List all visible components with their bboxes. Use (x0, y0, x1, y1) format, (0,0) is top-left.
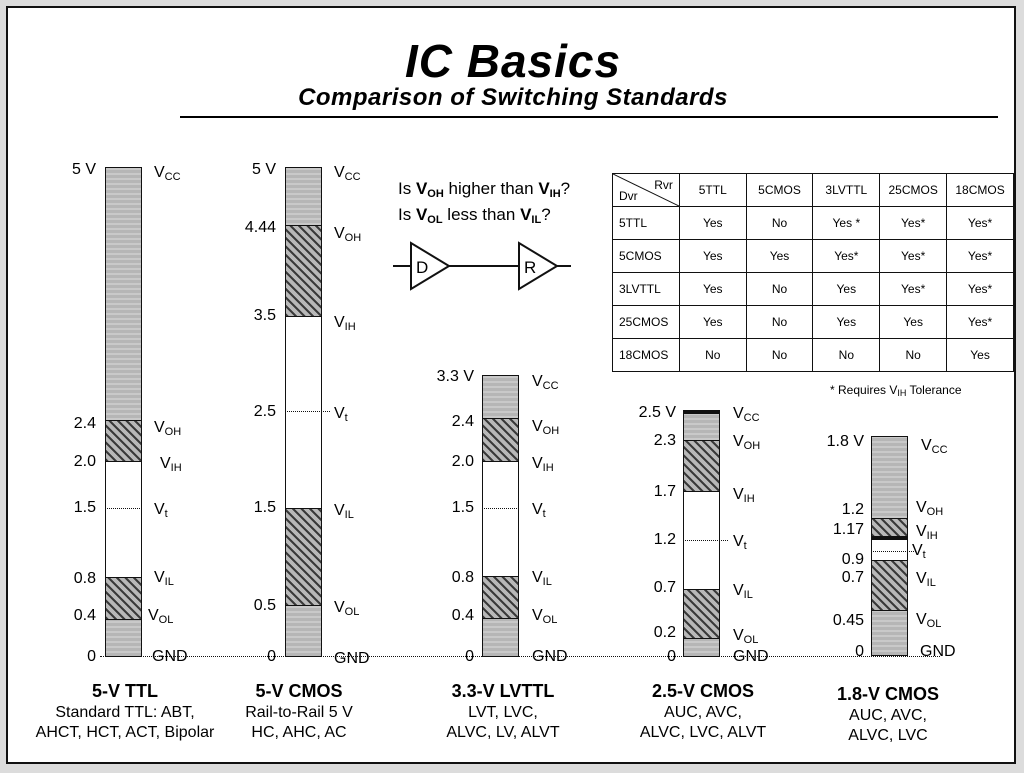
bar-5v-cmos (285, 167, 322, 657)
table-row (613, 273, 1014, 306)
row-header: 5TTL (613, 207, 680, 240)
zone-vol-gnd (684, 639, 719, 657)
level-vil-value: 0.8 (451, 569, 474, 586)
level-gnd-value: 0 (855, 643, 864, 660)
driver-receiver-diagram (391, 233, 581, 293)
table-cell: No (746, 273, 813, 306)
family-desc-line: HC, AHC, AC (251, 724, 347, 741)
level-vol-symbol: $V_{OL}$ (916, 611, 942, 630)
family-5v-ttl (14, 681, 236, 743)
level-voh-value: 2.4 (451, 413, 474, 430)
table-cell: No (679, 339, 746, 372)
table-row (613, 306, 1014, 339)
level-vt-value: 1.2 (653, 531, 676, 548)
level-vt-symbol: $V_t$ (154, 501, 168, 520)
level-vih-symbol: $V_{IH}$ (334, 314, 356, 333)
level-voh-symbol: $V_{OH}$ (532, 418, 560, 437)
column-header: 25CMOS (880, 174, 947, 207)
level-vcc-value: 3.3 V (436, 368, 474, 385)
level-vih-value: 2.0 (73, 453, 96, 470)
level-vil-symbol: $V_{IL}$ (916, 570, 936, 589)
column-header: 18CMOS (947, 174, 1014, 207)
table-cell: Yes* (947, 240, 1014, 273)
level-vih-value: 3.5 (253, 307, 276, 324)
zone-vcc-voh (106, 168, 141, 420)
compatibility-question (398, 176, 570, 228)
level-vil-value: 0.7 (653, 579, 676, 596)
family-desc-line: AUC, AVC, (664, 704, 742, 721)
bar-1v8-cmos (871, 436, 908, 656)
page-subtitle: Comparison of Switching Standards (298, 84, 728, 111)
level-voh-value: 2.4 (73, 415, 96, 432)
row-header: 25CMOS (613, 306, 680, 339)
zone-vol-gnd (872, 611, 907, 656)
level-vol-value: 0.5 (253, 597, 276, 614)
bar-2v5-cmos (683, 410, 720, 657)
level-vol-symbol: $V_{OL}$ (334, 599, 360, 618)
family-desc-line: AUC, AVC, (849, 707, 927, 724)
family-desc-line: Standard TTL: ABT, (55, 704, 195, 721)
zone-vil-vol (483, 576, 518, 619)
family-2v5-cmos (613, 681, 793, 743)
table-cell: No (746, 207, 813, 240)
level-voh-value: 2.3 (653, 432, 676, 449)
question-line-2: Is $V_{OL}$ less than $V_{IL}$? (398, 205, 551, 226)
vt-line (285, 411, 330, 412)
family-desc-line: Rail-to-Rail 5 V (245, 704, 353, 721)
table-cell: Yes (813, 273, 880, 306)
row-header: 5CMOS (613, 240, 680, 273)
row-header: 18CMOS (613, 339, 680, 372)
driver-label: D (416, 258, 429, 277)
level-voh-symbol: $V_{OH}$ (916, 499, 944, 518)
level-vt-symbol: $V_t$ (733, 533, 747, 552)
level-voh-value: 1.2 (841, 501, 864, 518)
level-vcc-value: 2.5 V (638, 404, 676, 421)
gnd-label: GND (920, 643, 956, 660)
table-row (613, 240, 1014, 273)
level-vt-symbol: $V_t$ (912, 542, 926, 561)
zone-vil-vol (286, 508, 321, 606)
slide (6, 6, 1016, 764)
table-row (613, 207, 1014, 240)
level-vcc-symbol: $V_{CC}$ (154, 164, 181, 183)
level-vol-value: 0.45 (832, 612, 864, 629)
level-vol-value: 0.4 (451, 607, 474, 624)
family-desc-line: LVT, LVC, (468, 704, 538, 721)
level-vil-symbol: $V_{IL}$ (532, 569, 552, 588)
receiver-axis-label: Rvr (654, 178, 673, 192)
level-vcc-symbol: $V_{CC}$ (334, 164, 361, 183)
level-vt-value: 1.5 (451, 499, 474, 516)
level-vt-value: 0.9 (841, 551, 864, 568)
zone-vih-line (872, 537, 907, 540)
zone-voh-vih (286, 225, 321, 317)
level-vcc-symbol: $V_{CC}$ (532, 373, 559, 392)
level-vih-value: 1.17 (832, 521, 864, 538)
table-cell: Yes* (880, 207, 947, 240)
level-vih-symbol: $V_{IH}$ (733, 486, 755, 505)
zone-vil-vol (106, 577, 141, 620)
level-vol-symbol: $V_{OL}$ (532, 607, 558, 626)
level-voh-value: 4.44 (244, 219, 276, 236)
zone-vcc-voh (684, 414, 719, 440)
family-name: 5-V CMOS (255, 681, 343, 701)
vt-line (482, 508, 519, 509)
level-vih-symbol: $V_{IH}$ (916, 523, 938, 542)
level-vt-value: 1.5 (73, 499, 96, 516)
table-cell: Yes (679, 240, 746, 273)
level-vil-symbol: $V_{IL}$ (733, 582, 753, 601)
level-vol-symbol: $V_{OL}$ (733, 627, 759, 646)
level-voh-symbol: $V_{OH}$ (733, 433, 761, 452)
gnd-label: GND (532, 648, 568, 665)
family-name: 5-V TTL (92, 681, 158, 701)
table-cell: Yes (947, 339, 1014, 372)
level-voh-symbol: $V_{OH}$ (334, 225, 362, 244)
family-5v-cmos (214, 681, 384, 743)
table-cell: Yes* (947, 306, 1014, 339)
table-corner-cell (613, 174, 680, 207)
vt-line (105, 508, 142, 509)
table-cell: Yes* (947, 207, 1014, 240)
level-vol-value: 0.4 (73, 607, 96, 624)
column-header: 3LVTTL (813, 174, 880, 207)
zone-voh-vih (106, 420, 141, 462)
level-gnd-value: 0 (667, 648, 676, 665)
table-cell: Yes* (813, 240, 880, 273)
page-title: IC Basics (404, 35, 622, 87)
table-cell: Yes (880, 306, 947, 339)
gnd-label: GND (152, 648, 188, 665)
table-cell: Yes* (947, 273, 1014, 306)
table-cell: No (880, 339, 947, 372)
level-vcc-value: 5 V (71, 161, 96, 178)
zone-vcc-voh (872, 437, 907, 518)
table-cell: Yes* (880, 240, 947, 273)
level-vih-symbol: $V_{IH}$ (532, 455, 554, 474)
family-name: 2.5-V CMOS (651, 681, 755, 701)
family-name: 3.3-V LVTTL (451, 681, 555, 701)
level-vil-value: 0.7 (841, 569, 864, 586)
gnd-label: GND (334, 650, 370, 667)
table-cell: Yes* (880, 273, 947, 306)
column-header: 5CMOS (746, 174, 813, 207)
family-desc-line: ALVC, LVC, ALVT (639, 724, 767, 741)
level-voh-symbol: $V_{OH}$ (154, 419, 182, 438)
question-line-1: Is $V_{OH}$ higher than $V_{IH}$? (398, 179, 571, 200)
zone-vol-gnd (483, 619, 518, 657)
table-cell: Yes * (813, 207, 880, 240)
bar-3v3-lvttl (482, 375, 519, 657)
level-vcc-symbol: $V_{CC}$ (921, 437, 948, 456)
table-cell: Yes (679, 273, 746, 306)
level-vol-symbol: $V_{OL}$ (148, 607, 174, 626)
driver-axis-label: Dvr (619, 189, 638, 203)
level-vol-value: 0.2 (653, 624, 676, 641)
level-vil-symbol: $V_{IL}$ (154, 569, 174, 588)
table-cell: Yes (679, 306, 746, 339)
table-cell: No (746, 306, 813, 339)
family-1v8-cmos (808, 684, 968, 746)
family-name: 1.8-V CMOS (836, 684, 940, 704)
level-gnd-value: 0 (267, 648, 276, 665)
level-vcc-value: 5 V (251, 161, 276, 178)
zone-voh-vih (684, 440, 719, 492)
compatibility-table (612, 173, 1014, 372)
table-cell: Yes (679, 207, 746, 240)
zone-voh-vih (872, 518, 907, 537)
family-desc-line: ALVC, LVC (848, 727, 928, 744)
receiver-label: R (524, 258, 537, 277)
level-vil-value: 0.8 (73, 570, 96, 587)
zone-vcc-voh (483, 376, 518, 418)
table-cell: Yes (746, 240, 813, 273)
family-3v3-lvttl (418, 681, 588, 743)
zone-vil-vol (872, 560, 907, 611)
family-desc-line: ALVC, LV, ALVT (446, 724, 560, 741)
table-cell: No (746, 339, 813, 372)
table-cell: No (813, 339, 880, 372)
zone-voh-vih (483, 418, 518, 462)
level-vt-symbol: $V_t$ (334, 405, 348, 424)
level-vil-value: 1.5 (253, 499, 276, 516)
column-header: 5TTL (679, 174, 746, 207)
family-desc-line: AHCT, HCT, ACT, Bipolar (35, 724, 215, 741)
zone-vol-gnd (106, 620, 141, 657)
gnd-label: GND (733, 648, 769, 665)
zone-vcc-voh (286, 168, 321, 225)
level-vih-symbol: $V_{IH}$ (160, 455, 182, 474)
row-header: 3LVTTL (613, 273, 680, 306)
level-vt-symbol: $V_t$ (532, 501, 546, 520)
level-vih-value: 2.0 (451, 453, 474, 470)
bar-5v-ttl (105, 167, 142, 657)
table-cell: Yes (813, 306, 880, 339)
level-gnd-value: 0 (87, 648, 96, 665)
vt-line (871, 551, 916, 552)
level-gnd-value: 0 (465, 648, 474, 665)
zone-vil-vol (684, 589, 719, 639)
level-vih-value: 1.7 (653, 483, 676, 500)
vt-line (683, 540, 728, 541)
table-header-row (613, 174, 1014, 207)
level-vcc-value: 1.8 V (826, 433, 864, 450)
level-vcc-symbol: $V_{CC}$ (733, 405, 760, 424)
level-vt-value: 2.5 (253, 403, 276, 420)
level-vil-symbol: $V_{IL}$ (334, 502, 354, 521)
zone-vol-gnd (286, 606, 321, 657)
title-rule (180, 116, 998, 118)
table-row (613, 339, 1014, 372)
table-footnote: * Requires $V_{IH}$ Tolerance (830, 383, 962, 398)
